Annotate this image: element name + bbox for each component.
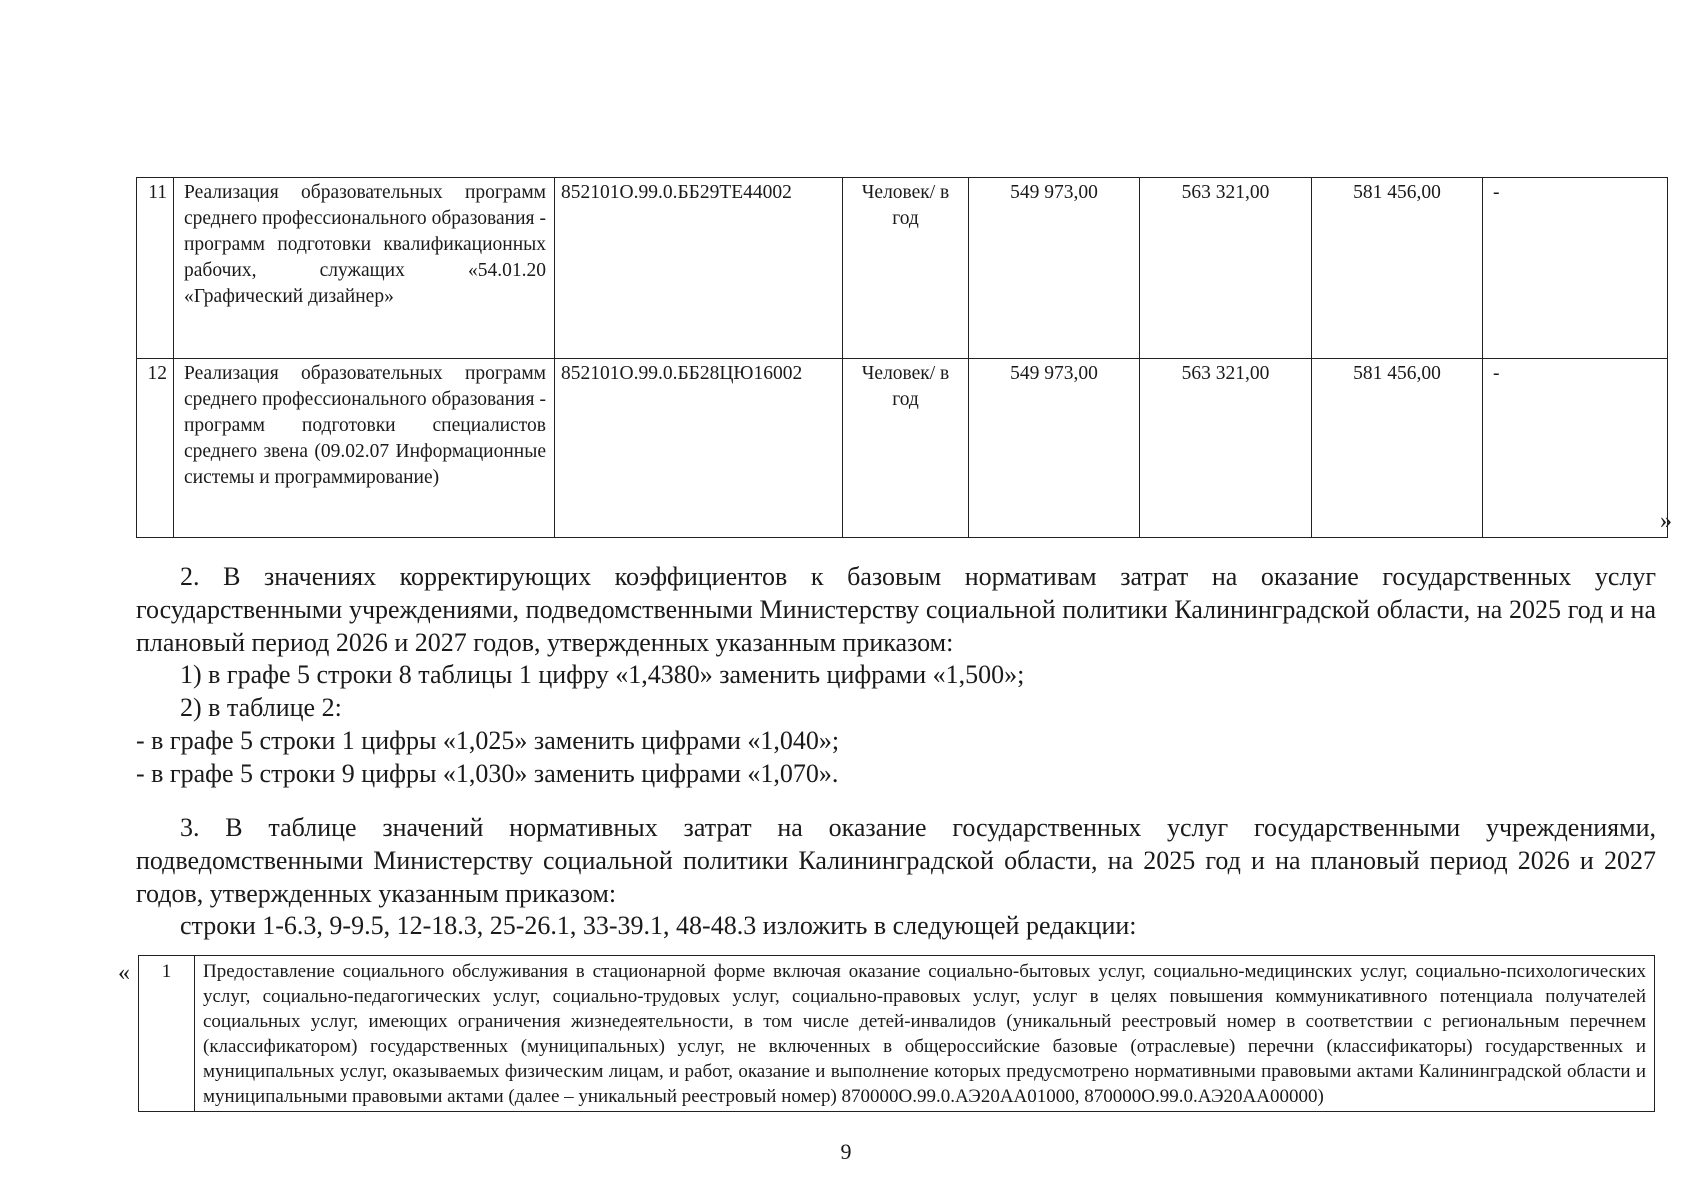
- value-2027: 581 456,00: [1312, 178, 1483, 359]
- section-3-intro: 3. В таблице значений нормативных затрат на оказание государственных услуг государственными учреждениями, подведомственными Министерству социальной политики Калининградской области, на 2025 год и на плановый период 2026 и 2027 годов, утвержденных указанным приказом:: [136, 813, 1656, 908]
- service-name: Реализация образовательных программ среднего профессионального образования - программ подготовки специалистов среднего звена (09.02.07 Информационные системы и программирование): [174, 359, 555, 538]
- section-2-item-2: 2) в таблице 2:: [180, 693, 342, 722]
- value-2026: 563 321,00: [1140, 178, 1312, 359]
- unit-of-measure: Человек/ в год: [843, 359, 969, 538]
- section-2-subitem-1: - в графе 5 строки 1 цифры «1,025» заменить цифрами «1,040»;: [136, 726, 840, 755]
- value-2026: 563 321,00: [1140, 359, 1312, 538]
- last-column-value: -: [1483, 178, 1668, 359]
- row-number: 1: [139, 956, 195, 1112]
- last-column-value: -: [1483, 359, 1668, 538]
- value-2025: 549 973,00: [969, 359, 1140, 538]
- service-name: Реализация образовательных программ среднего профессионального образования - программ подготовки квалификационных рабочих, служащих «54.01.20 «Графический дизайнер»: [174, 178, 555, 359]
- value-2025: 549 973,00: [969, 178, 1140, 359]
- unit-of-measure: Человек/ в год: [843, 178, 969, 359]
- registry-code: 852101О.99.0.ББ28ЦЮ16002: [555, 359, 843, 538]
- value-2027: 581 456,00: [1312, 359, 1483, 538]
- table-row: [139, 956, 1655, 1112]
- table-row: [137, 359, 1668, 538]
- table-closing-quote: »: [1660, 508, 1672, 534]
- cost-norms-table: [136, 177, 1668, 538]
- row-number: 11: [137, 178, 174, 359]
- table-opening-quote: «: [118, 960, 130, 986]
- service-description: Предоставление социального обслуживания в стационарной форме включая оказание социально-бытовых услуг, социально-медицинских услуг, социально-психологических услуг, социально-педагогических услуг, социально-трудовых услуг, социально-правовых услуг, услуг в целях повышения коммуникативного потенциала получателей социальных услуг, имеющих ограничения жизнедеятельности, в том числе детей-инвалидов (уникальный реестровый номер в соответствии с региональным перечнем (классификатором) государственных (муниципальных) услуг, не включенных в общероссийские базовые (отраслевые) перечни (классификаторы) государственных и муниципальных услуг, оказываемых физическим лицам, и работ, оказание и выполнение которых предусмотрено нормативными правовыми актами Калининградской области и муниципальными правовыми актами (далее – уникальный реестровый номер) 870000О.99.0.АЭ20АА01000, 870000О.99.0.АЭ20АА00000): [195, 956, 1655, 1112]
- registry-code: 852101О.99.0.ББ29ТЕ44002: [555, 178, 843, 359]
- page-number: 9: [840, 1139, 852, 1164]
- service-description-table: [138, 955, 1655, 1112]
- section-2-subitem-2: - в графе 5 строки 9 цифры «1,030» заменить цифрами «1,070».: [136, 759, 839, 788]
- section-2-item-1: 1) в графе 5 строки 8 таблицы 1 цифру «1,4380» заменить цифрами «1,500»;: [180, 660, 1025, 689]
- section-2-intro: 2. В значениях корректирующих коэффициентов к базовым нормативам затрат на оказание государственных услуг государственными учреждениями, подведомственными Министерству социальной политики Калининградской области, на 2025 год и на плановый период 2026 и 2027 годов, утвержденных указанным приказом:: [136, 562, 1656, 657]
- row-number: 12: [137, 359, 174, 538]
- table-row: [137, 178, 1668, 359]
- section-3-rows-line: строки 1-6.3, 9-9.5, 12-18.3, 25-26.1, 33-39.1, 48-48.3 изложить в следующей редакции:: [180, 911, 1137, 940]
